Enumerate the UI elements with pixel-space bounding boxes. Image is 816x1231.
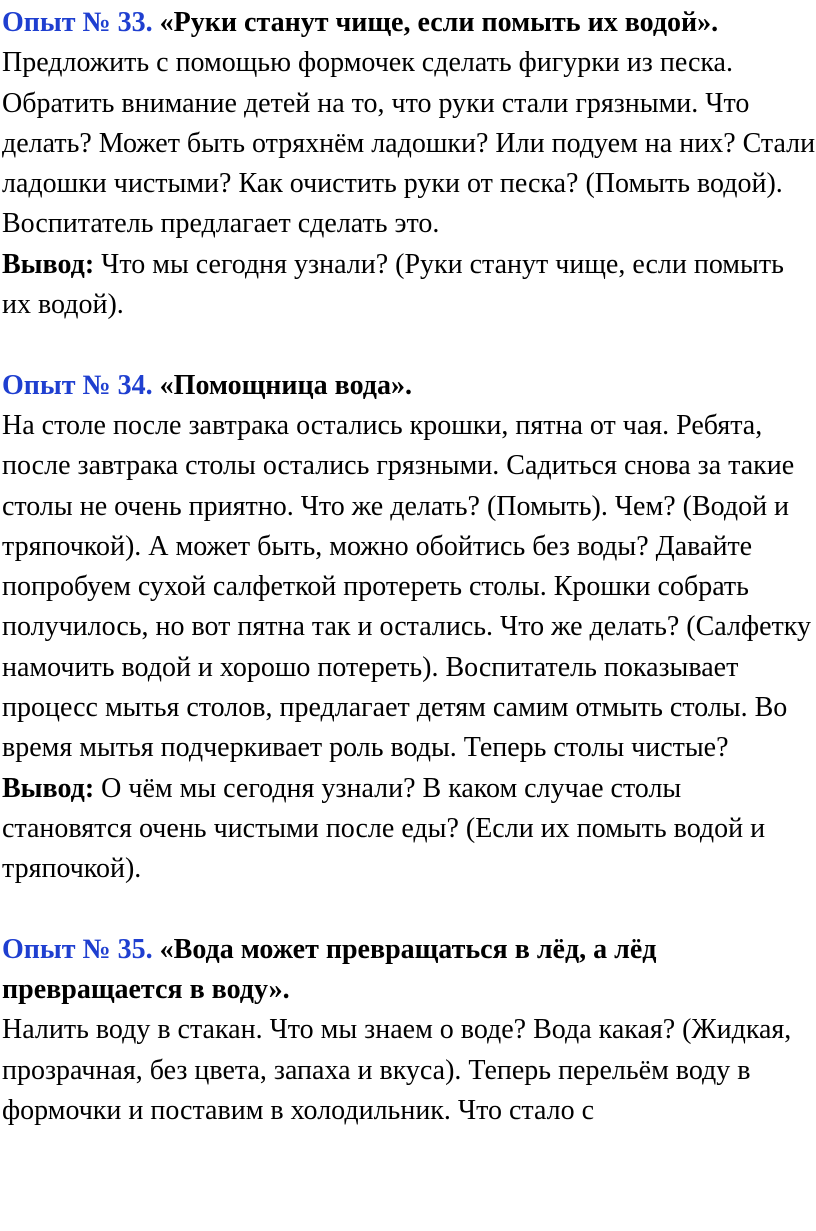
- experiment-conclusion: [2, 245, 816, 326]
- experiment-body: Предложить с помощью формочек сделать фигурки из песка. Обратить внимание детей на то, что руки стали грязными. Что делать? Может быть отряхнём ладошки? Или подуем на них? Стали ладошки чистыми? Как очистить руки от песка? (Помыть водой). Воспитатель предлагает сделать это.: [2, 47, 816, 240]
- experiment-number: Опыт № 34.: [2, 369, 153, 401]
- experiment-number: Опыт № 35.: [2, 933, 153, 965]
- experiment-number: Опыт № 33.: [2, 7, 153, 38]
- experiment-34-heading: [2, 366, 816, 406]
- experiment-35: [2, 930, 816, 1131]
- section-gap: [2, 890, 816, 930]
- conclusion-text: Что мы сегодня узнали? (Руки станут чище, если помыть их водой).: [2, 248, 784, 321]
- section-gap: [2, 325, 816, 365]
- conclusion-label: Вывод:: [2, 772, 95, 804]
- experiment-title: «Помощница вода».: [152, 369, 412, 401]
- experiment-title: «Вода может превращаться в лёд, а лёд превращается в воду».: [2, 933, 657, 1006]
- experiment-35-heading: [2, 930, 816, 1011]
- experiment-title: «Руки станут чище, если помыть их водой».: [152, 7, 719, 38]
- experiment-body: Налить воду в стакан. Что мы знаем о воде? Вода какая? (Жидкая, прозрачная, без цвета, запаха и вкуса). Теперь перельём воду в формочки и поставим в холодильник. Что стало с: [2, 1014, 792, 1127]
- experiment-conclusion: [2, 769, 816, 890]
- conclusion-label: Вывод:: [2, 248, 95, 280]
- conclusion-text: О чём мы сегодня узнали? В каком случае столы становятся очень чистыми после еды? (Если их помыть водой и тряпочкой).: [2, 772, 766, 885]
- experiment-body: На столе после завтрака остались крошки, пятна от чая. Ребята, после завтрака столы остались грязными. Садиться снова за такие столы не очень приятно. Что же делать? (Помыть). Чем? (Водой и тряпочкой). А может быть, можно обойтись без воды? Давайте попробуем сухой салфеткой протереть столы. Крошки собрать получилось, но вот пятна так и остались. Что же делать? (Салфетку намочить водой и хорошо потереть). Воспитатель показывает процесс мытья столов, предлагает детям самим отмыть столы. Во время мытья подчеркивает роль воды. Теперь столы чистые?: [2, 409, 811, 764]
- document-page: [0, 3, 816, 1231]
- experiment-33: [2, 3, 816, 325]
- experiment-34: [2, 366, 816, 890]
- experiment-33-heading: [2, 3, 816, 43]
